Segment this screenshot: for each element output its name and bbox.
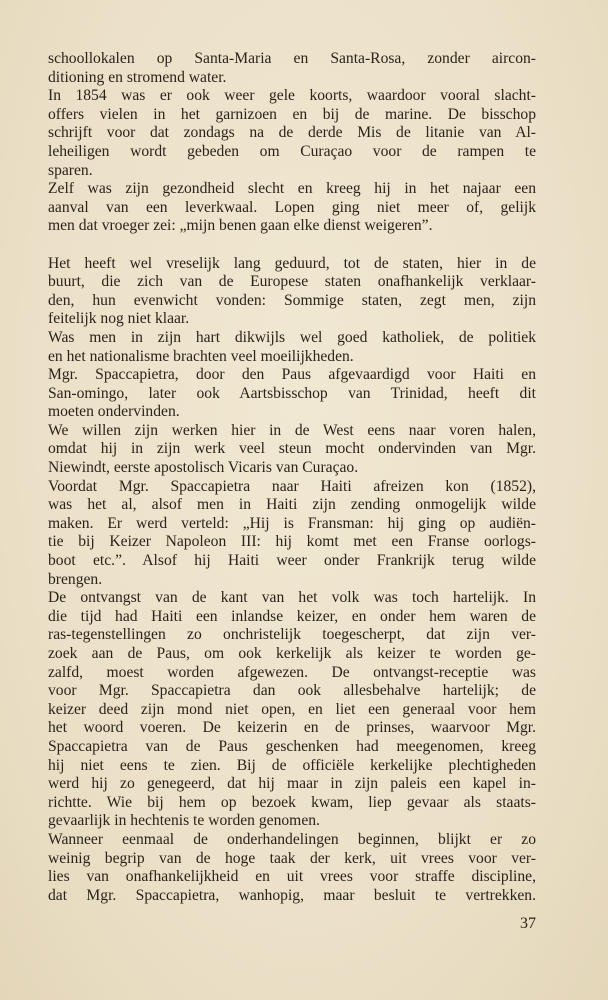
paragraph-gap [48,236,536,255]
paragraph [48,831,536,905]
text-line: richtte. Wie bij hem op bezoek kwam, liep gevaar als staats- [48,793,536,811]
text-line: Het heeft wel vreselijk lang geduurd, tot de staten, hier in de [48,254,536,272]
text-line: brengen. [48,570,103,588]
paragraph [48,180,536,236]
text-line: schoollokalen op Santa-Maria en Santa-Rosa, zonder aircon- [48,50,536,67]
text-line: aanval van een leverkwaal. Lopen ging niet meer of, gelijk [48,198,536,216]
text-line: het woord voeren. De keizerin en de prinses, waarvoor Mgr. [48,719,536,737]
text-line: was het al, alsof men in Haiti zijn zending onmogelijk wilde [48,496,536,514]
text-line: Wanneer eenmaal de onderhandelingen beginnen, blijkt er zo [48,830,536,848]
text-line: offers vielen in het garnizoen en bij de marine. De bisschop [48,105,536,123]
text-line: Zelf was zijn gezondheid slecht en kreeg hij in het najaar een [48,180,536,198]
text-line: keizer deed zijn mond niet open, en liet een generaal voor hem [48,700,536,718]
text-line: leheiligen wordt gebeden om Curaçao voor de rampen te [48,142,536,160]
text-line: Mgr. Spaccapietra, door den Paus afgevaardigd voor Haiti en [48,366,536,384]
text-line: Niewindt, eerste apostolisch Vicaris van Curaçao. [48,459,359,477]
text-line: dat Mgr. Spaccapietra, wanhopig, maar besluit te vertrekken. [48,886,536,904]
text-line: werd hij zo genegeerd, dat hij maar in zijn paleis een kapel in- [48,775,536,793]
text-line: Voordat Mgr. Spaccapietra naar Haiti afreizen kon (1852), [48,477,536,495]
text-line: zalfd, moest worden afgewezen. De ontvangst-receptie was [48,663,536,681]
text-line: San-omingo, later ook Aartsbisschop van Trinidad, heeft dit [48,384,536,402]
paragraph [48,366,536,422]
paragraph [48,478,536,590]
text-line: tie bij Keizer Napoleon III: hij komt met een Franse oorlogs- [48,533,536,551]
text-line: den, hun evenwicht vonden: Sommige staten, zegt men, zijn [48,291,536,309]
text-line: schrijft voor dat zondags na de derde Mis de litanie van Al- [48,124,536,142]
text-line: lies van onafhankelijkheid en uit vrees voor straffe discipline, [48,868,536,886]
text-line: omdat hij in zijn werk veel steun mocht ondervinden van Mgr. [48,440,536,458]
text-line: zoek aan de Paus, om ook kerkelijk als keizer te worden ge- [48,645,536,662]
text-line: Spaccapietra van de Paus geschenken had meegenomen, kreeg [48,737,536,755]
text-line: voor Mgr. Spaccapietra dan ook allesbehalve hartelijk; de [48,682,536,700]
text-line: hij niet eens te zien. Bij de officiële kerkelijke plechtigheden [48,756,536,774]
text-line: weinig begrip van de hoge taak der kerk, uit vrees voor ver- [48,849,536,867]
paragraph [48,589,536,831]
text-line: sparen. [48,161,93,179]
text-line: ditioning en stromend water. [48,68,227,86]
paragraph [48,422,536,478]
text-line: We willen zijn werken hier in de West eens naar voren halen, [48,421,536,439]
text-line: In 1854 was er ook weer gele koorts, waardoor vooral slacht- [48,87,536,105]
text-line: buurt, die zich van de Europese staten onafhankelijk verklaar- [48,273,536,291]
text-line: en het nationalisme brachten veel moeilijkheden. [48,347,354,365]
text-line: boot etc.”. Alsof hij Haiti weer onder Frankrijk terug wilde [48,552,536,570]
text-line: moeten ondervinden. [48,403,180,421]
paragraph [48,329,536,366]
page-number: 37 [520,915,536,932]
text-line: Was men in zijn hart dikwijls wel goed katholiek, de politiek [48,328,536,346]
paragraph [48,50,536,87]
text-line: De ontvangst van de kant van het volk was toch hartelijk. In [48,589,536,607]
paragraph [48,87,536,180]
text-line: die tijd had Haiti een inlandse keizer, en onder hem waren de [48,607,536,625]
paragraph [48,255,536,329]
text-line: maken. Er werd verteld: „Hij is Fransman: hij ging op audiën- [48,514,536,532]
text-line: gevaarlijk in hechtenis te worden genomen. [48,812,320,830]
text-line: feitelijk nog niet klaar. [48,310,190,328]
body-text [48,50,536,905]
text-line: ras-tegenstellingen zo onchristelijk toegescherpt, dat zijn ver- [48,626,536,644]
text-line: men dat vroeger zei: „mijn benen gaan elke dienst weigeren”. [48,217,433,235]
